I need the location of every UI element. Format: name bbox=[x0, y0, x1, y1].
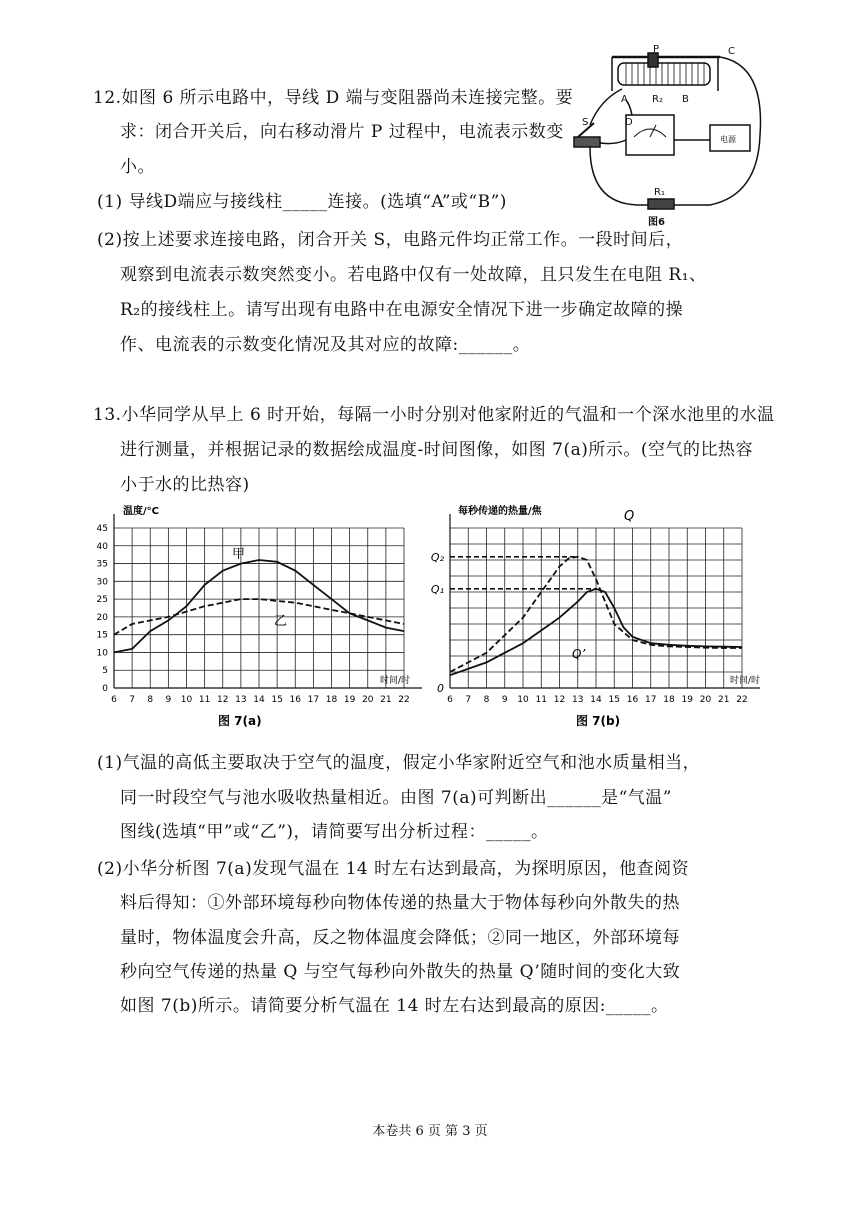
wire-a bbox=[590, 89, 622, 125]
x-tick-label: 20 bbox=[362, 695, 374, 705]
x-tick-label: 15 bbox=[608, 695, 620, 705]
label-r1: R₁ bbox=[654, 187, 665, 198]
chart-7a-grid bbox=[114, 514, 422, 688]
x-tick-label: 15 bbox=[271, 695, 283, 705]
q12-line-3: 小。 bbox=[120, 157, 155, 177]
x-tick-label: 12 bbox=[553, 695, 566, 705]
x-tick-label: 6 bbox=[447, 695, 453, 705]
x-tick-label: 20 bbox=[699, 695, 712, 705]
q12-part2-line-2: 观察到电流表示数突然变小。若电路中仅有一处故障，且只发生在电阻 R₁、 bbox=[120, 265, 707, 285]
chart-7b-ylabel: 每秒传递的热量/焦 bbox=[458, 506, 542, 517]
x-tick-label: 9 bbox=[165, 695, 172, 705]
x-tick-label: 13 bbox=[572, 695, 584, 705]
ammeter bbox=[626, 115, 674, 155]
x-tick-label: 11 bbox=[535, 695, 547, 705]
x-tick-label: 21 bbox=[718, 695, 730, 705]
x-tick-label: 10 bbox=[180, 695, 193, 705]
chart-7a-series-label-yi: 乙 bbox=[274, 614, 288, 629]
y-tick-label: 40 bbox=[96, 541, 108, 552]
resistor-r1 bbox=[648, 199, 674, 209]
q12-line-2: 求：闭合开关后，向右移动滑片 P 过程中，电流表示数变 bbox=[120, 122, 564, 142]
q13-line-3: 小于水的比热容) bbox=[120, 475, 250, 495]
x-tick-label: 8 bbox=[483, 695, 490, 705]
wire-c bbox=[670, 57, 761, 205]
y-tick-label: Q₁ bbox=[430, 582, 444, 596]
y-tick-label: 0 bbox=[102, 684, 108, 694]
x-tick-label: 18 bbox=[663, 695, 675, 705]
y-tick-label: 5 bbox=[102, 666, 108, 677]
x-tick-label: 22 bbox=[736, 695, 748, 705]
q12-part2-line-1: (2)按上述要求连接电路，闭合开关 S，电路元件均正常工作。一段时间后， bbox=[97, 230, 684, 250]
chart-7a-xlabel: 时间/时 bbox=[380, 676, 411, 686]
chart-7b-series-label-qprime: Q’ bbox=[572, 647, 586, 661]
y-tick-label: 20 bbox=[96, 612, 108, 623]
q13-part2-line-5: 如图 7(b)所示。请简要分析气温在 14 时左右达到最高的原因:_____。 bbox=[120, 996, 669, 1016]
x-tick-label: 14 bbox=[253, 695, 265, 705]
y-tick-label: 25 bbox=[96, 595, 108, 606]
circuit-figure bbox=[560, 45, 770, 230]
x-tick-label: 8 bbox=[147, 695, 154, 705]
chart-7b-caption: 图 7(b) bbox=[576, 714, 621, 728]
switch-s bbox=[574, 137, 600, 147]
label-b: B bbox=[682, 94, 689, 105]
y-tick-label: 0 bbox=[437, 682, 444, 695]
y-tick-label: 10 bbox=[96, 648, 108, 659]
x-tick-label: 22 bbox=[398, 695, 410, 705]
chart-7b-series-label-q: Q bbox=[624, 509, 635, 524]
q13-line-1: 13.小华同学从早上 6 时开始，每隔一小时分别对他家附近的气温和一个深水池里的水温 bbox=[93, 405, 775, 425]
slider-p bbox=[648, 53, 658, 67]
label-s: S bbox=[582, 117, 589, 128]
x-tick-label: 13 bbox=[235, 695, 247, 705]
x-tick-label: 7 bbox=[129, 695, 135, 705]
x-tick-label: 11 bbox=[198, 695, 211, 705]
x-tick-label: 12 bbox=[217, 695, 229, 705]
q13-part1-line-1: (1)气温的高低主要取决于空气的温度，假定小华家附近空气和池水质量相当， bbox=[97, 753, 701, 773]
x-tick-label: 17 bbox=[645, 695, 657, 705]
y-tick-label: 35 bbox=[96, 559, 108, 570]
q12-part2-line-4: 作、电流表的示数变化情况及其对应的故障:______。 bbox=[120, 335, 531, 355]
q13-part2-line-3: 量时，物体温度会升高，反之物体温度会降低；②同一地区，外部环境每 bbox=[120, 928, 680, 948]
x-tick-label: 19 bbox=[343, 695, 356, 705]
chart-7a bbox=[88, 500, 418, 730]
x-tick-label: 21 bbox=[380, 695, 392, 705]
y-tick-label: Q₂ bbox=[430, 550, 444, 564]
label-power: 电源 bbox=[720, 135, 736, 144]
x-tick-label: 14 bbox=[590, 695, 602, 705]
x-tick-label: 9 bbox=[501, 695, 508, 705]
q13-line-2: 进行测量，并根据记录的数据绘成温度-时间图像，如图 7(a)所示。(空气的比热容 bbox=[120, 440, 753, 460]
x-tick-label: 10 bbox=[517, 695, 529, 705]
y-tick-label: 15 bbox=[96, 630, 108, 641]
y-tick-label: 30 bbox=[96, 577, 108, 588]
chart-7a-caption: 图 7(a) bbox=[218, 714, 262, 728]
y-tick-label: 45 bbox=[96, 524, 108, 534]
x-tick-label: 7 bbox=[465, 695, 472, 705]
chart-7b-ticks bbox=[431, 551, 748, 705]
label-d: D bbox=[625, 117, 633, 128]
label-p: P bbox=[653, 44, 660, 55]
label-r2: R₂ bbox=[652, 94, 663, 105]
x-tick-label: 19 bbox=[681, 695, 693, 705]
label-a: A bbox=[621, 94, 628, 105]
chart-7a-ticks bbox=[97, 524, 410, 705]
figure-6-caption: 图6 bbox=[648, 217, 665, 228]
page-footer: 本卷共 6 页 第 3 页 bbox=[372, 1124, 488, 1139]
chart-7b-xlabel: 时间/时 bbox=[730, 676, 761, 686]
q13-part2-line-4: 秒向空气传递的热量 Q 与空气每秒向外散失的热量 Q’随时间的变化大致 bbox=[120, 962, 681, 982]
q12-line-1: 12.如图 6 所示电路中，导线 D 端与变阻器尚未连接完整。要 bbox=[93, 88, 574, 108]
chart-7a-series-label-jia: 甲 bbox=[232, 547, 246, 562]
q13-part2-line-1: (2)小华分析图 7(a)发现气温在 14 时左右达到最高，为探明原因，他查阅资 bbox=[97, 859, 690, 879]
x-tick-label: 16 bbox=[289, 695, 301, 705]
x-tick-label: 18 bbox=[325, 695, 338, 705]
x-tick-label: 16 bbox=[626, 695, 639, 705]
q13-part2-line-2: 料后得知：①外部环境每秒向物体传递的热量大于物体每秒向外散失的热 bbox=[120, 893, 680, 913]
q12-part1: (1) 导线D端应与接线柱_____连接。(选填“A”或“B”) bbox=[97, 192, 507, 212]
q13-part1-line-3: 图线(选填“甲”或“乙”)，请简要写出分析过程：_____。 bbox=[120, 822, 549, 842]
label-c: C bbox=[728, 46, 735, 57]
chart-7a-ylabel: 温度/°C bbox=[123, 506, 159, 517]
chart-7b bbox=[430, 500, 766, 730]
x-tick-label: 17 bbox=[307, 695, 320, 705]
x-tick-label: 6 bbox=[111, 695, 117, 705]
q12-part2-line-3: R₂的接线柱上。请写出现有电路中在电源安全情况下进一步确定故障的操 bbox=[120, 300, 684, 320]
q13-part1-line-2: 同一时段空气与池水吸收热量相近。由图 7(a)可判断出______是“气温” bbox=[120, 788, 673, 808]
